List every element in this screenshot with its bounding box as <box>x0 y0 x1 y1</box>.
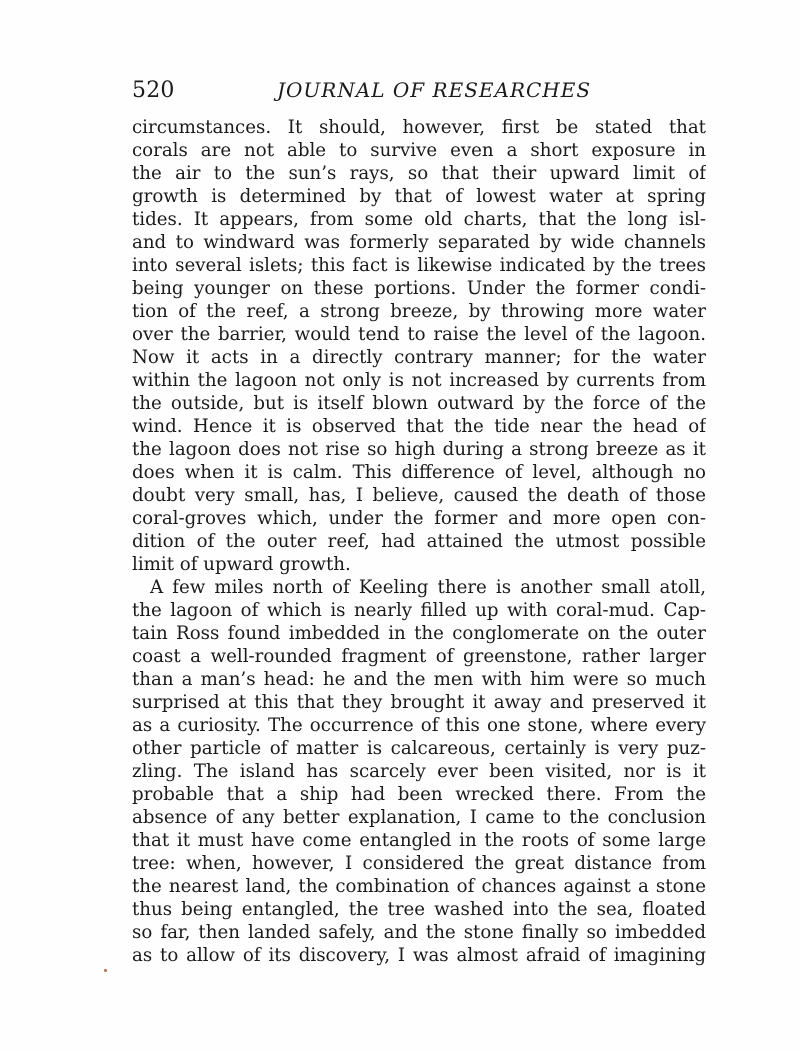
running-head: JOURNAL OF RESEARCHES <box>277 78 592 102</box>
text-line: as a curiosity. The occurrence of this one stone, where every <box>132 715 706 736</box>
text-line: as to allow of its discovery, I was almost afraid of imagining <box>132 945 706 966</box>
text-line: Now it acts in a directly contrary manner; for the water <box>132 347 706 368</box>
text-line: does when it is calm. This difference of level, although no <box>132 462 706 483</box>
text-line: coast a well-rounded fragment of greenstone, rather larger <box>132 646 706 667</box>
body-text <box>132 116 706 986</box>
text-line: coral-groves which, under the former and more open con- <box>132 508 706 529</box>
ink-speck <box>104 969 107 972</box>
page-header <box>132 78 700 108</box>
text-line: the lagoon of which is nearly filled up with coral-mud. Cap- <box>132 600 706 621</box>
text-line: zling. The island has scarcely ever been visited, nor is it <box>132 761 706 782</box>
text-line: thus being entangled, the tree washed into the sea, floated <box>132 899 706 920</box>
text-line: tion of the reef, a strong breeze, by throwing more water <box>132 301 706 322</box>
text-line: being younger on these portions. Under the former condi- <box>132 278 706 299</box>
text-line: and to windward was formerly separated by wide channels <box>132 232 706 253</box>
text-line: the air to the sun’s rays, so that their upward limit of <box>132 163 706 184</box>
text-line: probable that a ship had been wrecked there. From the <box>132 784 706 805</box>
text-line: doubt very small, has, I believe, caused the death of those <box>132 485 706 506</box>
text-line: than a man’s head: he and the men with him were so much <box>132 669 706 690</box>
text-line: the outside, but is itself blown outward by the force of the <box>132 393 706 414</box>
text-line: that it must have come entangled in the roots of some large <box>132 830 706 851</box>
text-line: so far, then landed safely, and the stone finally so imbedded <box>132 922 706 943</box>
page-number: 520 <box>132 78 175 103</box>
text-line: the lagoon does not rise so high during a strong breeze as it <box>132 439 706 460</box>
text-line: into several islets; this fact is likewise indicated by the trees <box>132 255 706 276</box>
paragraph-start-line: A few miles north of Keeling there is another small atoll, <box>150 577 706 598</box>
text-line: growth is determined by that of lowest water at spring <box>132 186 706 207</box>
text-line: corals are not able to survive even a short exposure in <box>132 140 706 161</box>
text-line: surprised at this that they brought it away and preserved it <box>132 692 706 713</box>
text-line: within the lagoon not only is not increased by currents from <box>132 370 706 391</box>
text-line: dition of the outer reef, had attained the utmost possible <box>132 531 706 552</box>
text-line: the nearest land, the combination of chances against a stone <box>132 876 706 897</box>
paragraph-end-line: limit of upward growth. <box>132 554 351 575</box>
text-line: tree: when, however, I considered the great distance from <box>132 853 706 874</box>
text-line: circumstances. It should, however, first be stated that <box>132 117 706 138</box>
text-line: other particle of matter is calcareous, certainly is very puz- <box>132 738 706 759</box>
text-line: tain Ross found imbedded in the conglomerate on the outer <box>132 623 706 644</box>
text-line: tides. It appears, from some old charts, that the long isl- <box>132 209 706 230</box>
text-line: absence of any better explanation, I came to the conclusion <box>132 807 706 828</box>
text-line: wind. Hence it is observed that the tide near the head of <box>132 416 706 437</box>
text-line: over the barrier, would tend to raise the level of the lagoon. <box>132 324 706 345</box>
